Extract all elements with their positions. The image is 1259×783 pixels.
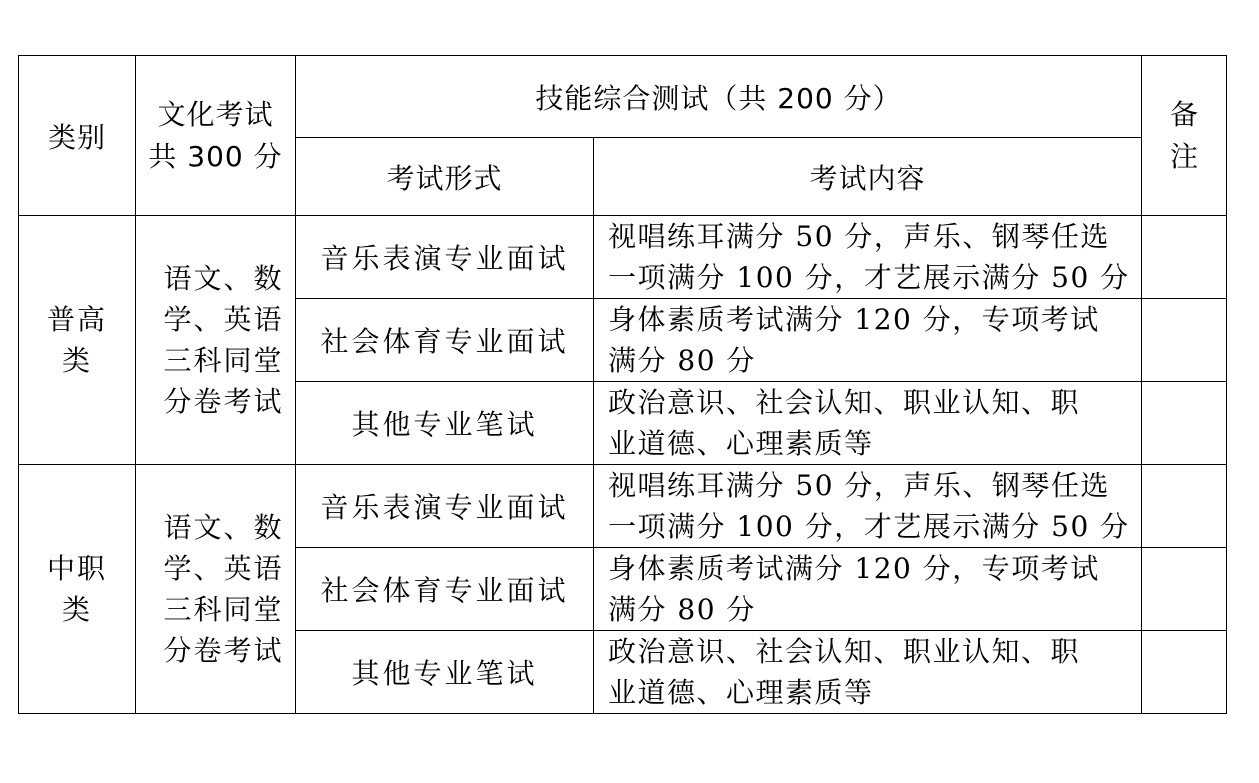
- remark-cell: [1142, 465, 1227, 548]
- exam-form-cell: 音乐表演专业面试: [296, 465, 594, 548]
- header-skills-text: 技能综合测试（共 200 分）: [535, 81, 902, 115]
- exam-form-cell: 其他专业笔试: [296, 631, 594, 714]
- culture-line: 分卷考试: [163, 634, 284, 667]
- category-cell-pugao: [19, 216, 136, 465]
- exam-form-cell: 社会体育专业面试: [296, 548, 594, 631]
- culture-line: 分卷考试: [163, 385, 284, 418]
- header-category: [19, 56, 136, 216]
- exam-content-cell: [594, 299, 1142, 382]
- header-culture-line1: 文化考试: [157, 97, 274, 131]
- category-line2: 类: [61, 344, 92, 377]
- exam-content-cell: [594, 382, 1142, 465]
- content-line2: 一项满分 100 分，才艺展示满分 50 分: [608, 510, 1130, 543]
- header-culture-line2: 共 300 分: [148, 139, 283, 173]
- exam-form-cell: 音乐表演专业面试: [296, 216, 594, 299]
- exam-content-cell: [594, 465, 1142, 548]
- content-line2: 业道德、心理素质等: [608, 427, 874, 460]
- header-remark-line2: 注: [1169, 139, 1198, 173]
- culture-cell-pugao: [136, 216, 296, 465]
- culture-line: 学、英语: [163, 552, 284, 585]
- content-line2: 满分 80 分: [608, 593, 756, 626]
- category-line2: 类: [61, 593, 92, 626]
- header-exam-content-text: 考试内容: [809, 161, 926, 195]
- header-row-1: [19, 56, 1227, 138]
- content-line2: 一项满分 100 分，才艺展示满分 50 分: [608, 261, 1130, 294]
- content-line2: 业道德、心理素质等: [608, 676, 874, 709]
- exam-content-cell: [594, 548, 1142, 631]
- remark-cell: [1142, 299, 1227, 382]
- header-exam-form-text: 考试形式: [386, 161, 503, 195]
- content-line1: 身体素质考试满分 120 分，专项考试: [608, 552, 1100, 585]
- content-line1: 视唱练耳满分 50 分，声乐、钢琴任选: [608, 220, 1110, 253]
- header-exam-content: [594, 138, 1142, 216]
- header-exam-form: [296, 138, 594, 216]
- category-line1: 中职: [46, 552, 107, 585]
- content-line2: 满分 80 分: [608, 344, 756, 377]
- culture-cell-zhongzhi: [136, 465, 296, 714]
- culture-line: 学、英语: [163, 303, 284, 336]
- remark-cell: [1142, 382, 1227, 465]
- table-row: [19, 216, 1227, 299]
- exam-form-cell: 其他专业笔试: [296, 382, 594, 465]
- content-line1: 身体素质考试满分 120 分，专项考试: [608, 303, 1100, 336]
- exam-content-cell: [594, 216, 1142, 299]
- culture-line: 语文、数: [163, 262, 284, 295]
- exam-scheme-table: [18, 55, 1227, 714]
- header-remark: [1142, 56, 1227, 216]
- culture-line: 语文、数: [163, 511, 284, 544]
- content-line1: 视唱练耳满分 50 分，声乐、钢琴任选: [608, 469, 1110, 502]
- culture-line: 三科同堂: [163, 593, 284, 626]
- exam-form-cell: 社会体育专业面试: [296, 299, 594, 382]
- exam-content-cell: [594, 631, 1142, 714]
- table-row: [19, 465, 1227, 548]
- remark-cell: [1142, 548, 1227, 631]
- category-line1: 普高: [46, 303, 107, 336]
- culture-line: 三科同堂: [163, 344, 284, 377]
- category-cell-zhongzhi: [19, 465, 136, 714]
- remark-cell: [1142, 216, 1227, 299]
- header-culture-exam: [136, 56, 296, 216]
- header-skills-test: [296, 56, 1142, 138]
- content-line1: 政治意识、社会认知、职业认知、职: [608, 635, 1081, 668]
- header-remark-line1: 备: [1169, 97, 1198, 131]
- remark-cell: [1142, 631, 1227, 714]
- header-category-text: 类别: [47, 120, 106, 154]
- content-line1: 政治意识、社会认知、职业认知、职: [608, 386, 1081, 419]
